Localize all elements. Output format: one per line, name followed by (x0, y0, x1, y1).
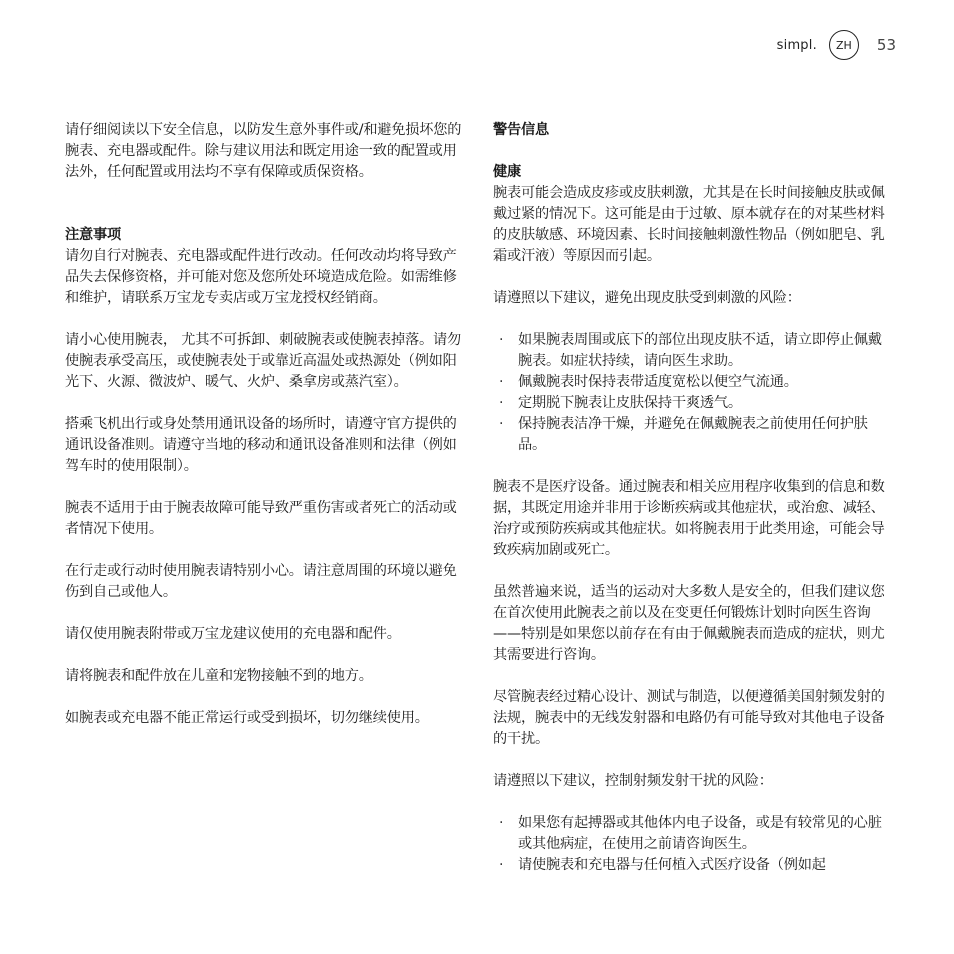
health-heading: 健康 (493, 164, 521, 180)
notice-paragraph-8: 如腕表或充电器不能正常运行或受到损坏，切勿继续使用。 (65, 710, 429, 726)
medical-device-paragraph: 腕表不是医疗设备。通过腕表和相关应用程序收集到的信息和数据，其既定用途并非用于诊断疾病或其他症状，或治愈、减轻、治疗或预防疾病或其他症状。如将腕表用于此类用途，可能会导致疾病加剧或死亡。 (493, 479, 885, 558)
rf-paragraph: 尽管腕表经过精心设计、测试与制造，以便遵循美国射频发射的法规，腕表中的无线发射器和电路仍有可能导致对其他电子设备的干扰。 (493, 689, 885, 747)
warning-heading: 警告信息 (493, 122, 549, 138)
list-item: · 如果腕表周围或底下的部位出现皮肤不适，请立即停止佩戴腕表。如症状持续，请向医生求助。 (493, 330, 893, 372)
list-item: · 佩戴腕表时保持表带适度宽松以便空气流通。 (493, 372, 893, 393)
notice-paragraph-1: 请勿自行对腕表、充电器或配件进行改动。任何改动均将导致产品失去保修资格，并可能对您及您所处环境造成危险。如需维修和维护，请联系万宝龙专卖店或万宝龙授权经销商。 (65, 248, 457, 306)
rf-intro-paragraph: 请遵照以下建议，控制射频发射干扰的风险： (493, 773, 773, 789)
notice-paragraph-5: 在行走或行动时使用腕表请特别小心。请注意周围的环境以避免伤到自己或他人。 (65, 563, 457, 600)
page-header (777, 30, 896, 60)
health-paragraph-1: 腕表可能会造成皮疹或皮肤刺激，尤其是在长时间接触皮肤或佩戴过紧的情况下。这可能是由于过敏、原本就存在的对某些材料的皮肤敏感、环境因素、长时间接触刺激性物品（例如肥皂、乳霜或汗液）等原因而引起。 (493, 185, 885, 264)
notice-paragraph-4: 腕表不适用于由于腕表故障可能导致严重伤害或者死亡的活动或者情况下使用。 (65, 500, 457, 537)
notice-paragraph-2: 请小心使用腕表， 尤其不可拆卸、刺破腕表或使腕表掉落。请勿使腕表承受高压，或使腕表处于或靠近高温处或热源处（例如阳光下、火源、微波炉、暖气、火炉、桑拿房或蒸汽室）。 (65, 332, 461, 390)
list-item: · 如果您有起搏器或其他体内电子设备，或是有较常见的心脏或其他病症，在使用之前请咨询医生。 (493, 813, 893, 855)
right-column (493, 120, 893, 876)
health-bullet-list (493, 330, 893, 456)
notice-heading: 注意事项 (65, 227, 121, 243)
list-item: · 保持腕表洁净干燥，并避免在佩戴腕表之前使用任何护肤品。 (493, 414, 893, 456)
intro-paragraph: 请仔细阅读以下安全信息，以防发生意外事件或/和避免损坏您的腕表、充电器或配件。除与建议用法和既定用途一致的配置或用法外，任何配置或用法均不享有保障或质保资格。 (65, 122, 462, 180)
notice-paragraph-3: 搭乘飞机出行或身处禁用通讯设备的场所时，请遵守官方提供的通讯设备准则。请遵守当地的移动和通讯设备准则和法律（例如驾车时的使用限制）。 (65, 416, 457, 474)
notice-paragraph-6: 请仅使用腕表附带或万宝龙建议使用的充电器和配件。 (65, 626, 401, 642)
notice-paragraph-7: 请将腕表和配件放在儿童和宠物接触不到的地方。 (65, 668, 373, 684)
exercise-paragraph: 虽然普遍来说，适当的运动对大多数人是安全的，但我们建议您在首次使用此腕表之前以及在变更任何锻炼计划时向医生咨询——特别是如果您以前存在有由于佩戴腕表而造成的症状，则尤其需要进行咨询。 (493, 584, 885, 663)
list-item: · 定期脱下腕表让皮肤保持干爽透气。 (493, 393, 893, 414)
page-number: 53 (876, 36, 896, 54)
left-column (65, 120, 467, 729)
health-paragraph-2: 请遵照以下建议，避免出现皮肤受到刺激的风险： (493, 290, 801, 306)
list-item: · 请使腕表和充电器与任何植入式医疗设备（例如起 (493, 855, 893, 876)
rf-bullet-list (493, 813, 893, 876)
brand-name: simpl. (776, 37, 817, 53)
language-badge: ZH (829, 30, 859, 60)
